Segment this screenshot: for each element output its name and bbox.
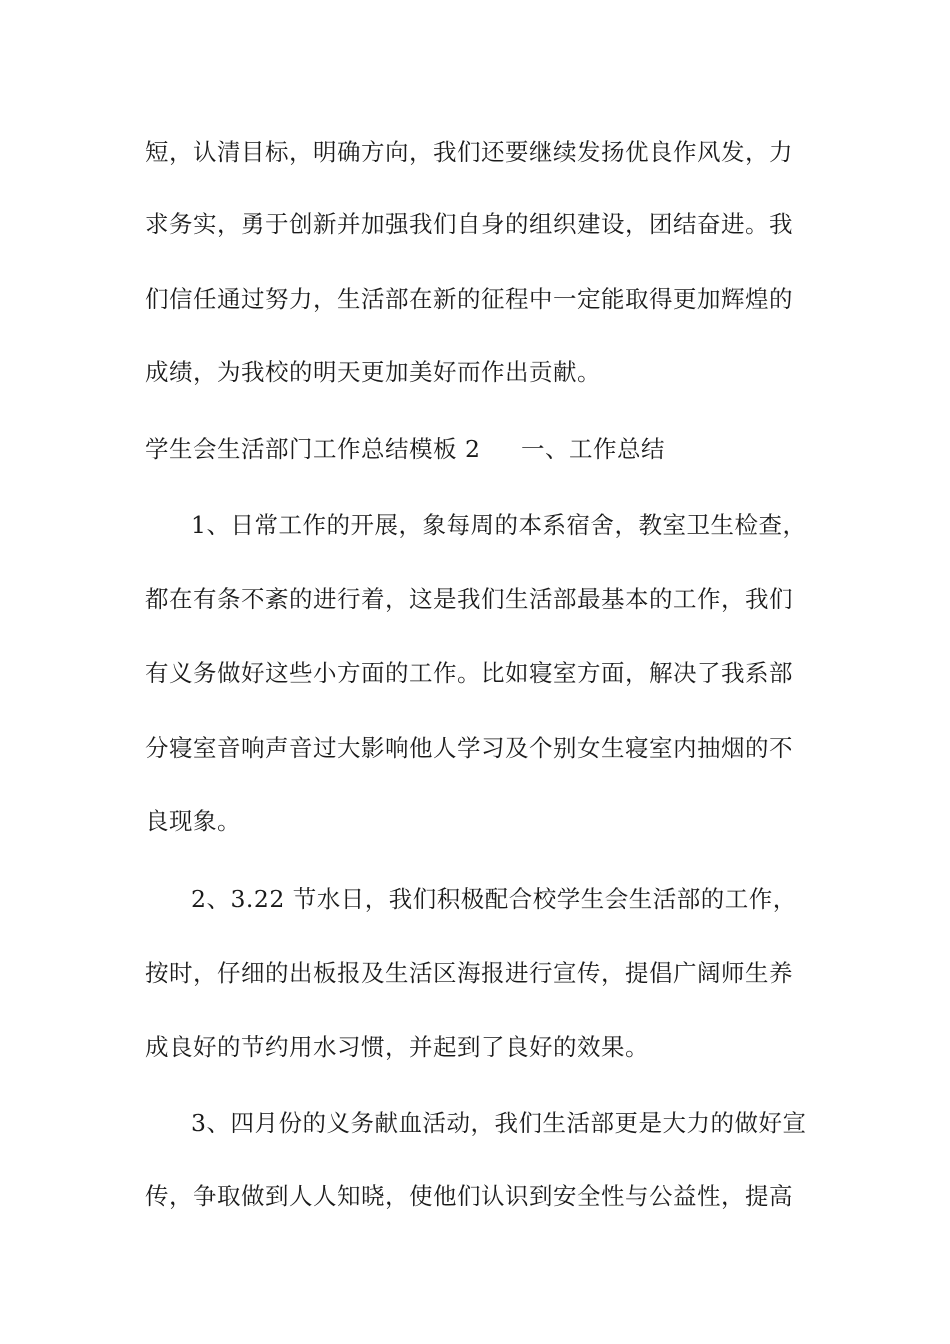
item3-line: 传，争取做到人人知晓，使他们认识到安全性与公益性，提高 [145, 1182, 793, 1210]
item3-line: 3、四月份的义务献血活动，我们生活部更是大力的做好宣 [191, 1109, 807, 1137]
paragraph-line: 短，认清目标，明确方向，我们还要继续发扬优良作风发，力 [145, 138, 793, 166]
item1-line: 都在有条不紊的进行着，这是我们生活部最基本的工作，我们 [145, 585, 793, 613]
item2-line: 2、3.22 节水日，我们积极配合校学生会生活部的工作， [191, 885, 797, 913]
paragraph-line: 们信任通过努力，生活部在新的征程中一定能取得更加辉煌的 [145, 285, 793, 313]
item1-line: 分寝室音响声音过大影响他人学习及个别女生寝室内抽烟的不 [145, 734, 793, 762]
section-subtitle: 一、工作总结 [521, 435, 665, 463]
item2-line: 按时，仔细的出板报及生活区海报进行宣传，提倡广阔师生养 [145, 959, 793, 987]
item2-line: 成良好的节约用水习惯，并起到了良好的效果。 [145, 1033, 649, 1061]
section-title: 学生会生活部门工作总结模板 2 [145, 435, 481, 463]
item1-line: 有义务做好这些小方面的工作。比如寝室方面，解决了我系部 [145, 659, 793, 687]
paragraph-line: 成绩，为我校的明天更加美好而作出贡献。 [145, 358, 601, 386]
item1-line: 1、日常工作的开展，象每周的本系宿舍，教室卫生检查， [191, 511, 807, 539]
item1-line: 良现象。 [145, 807, 241, 835]
paragraph-line: 求务实，勇于创新并加强我们自身的组织建设，团结奋进。我 [145, 210, 793, 238]
